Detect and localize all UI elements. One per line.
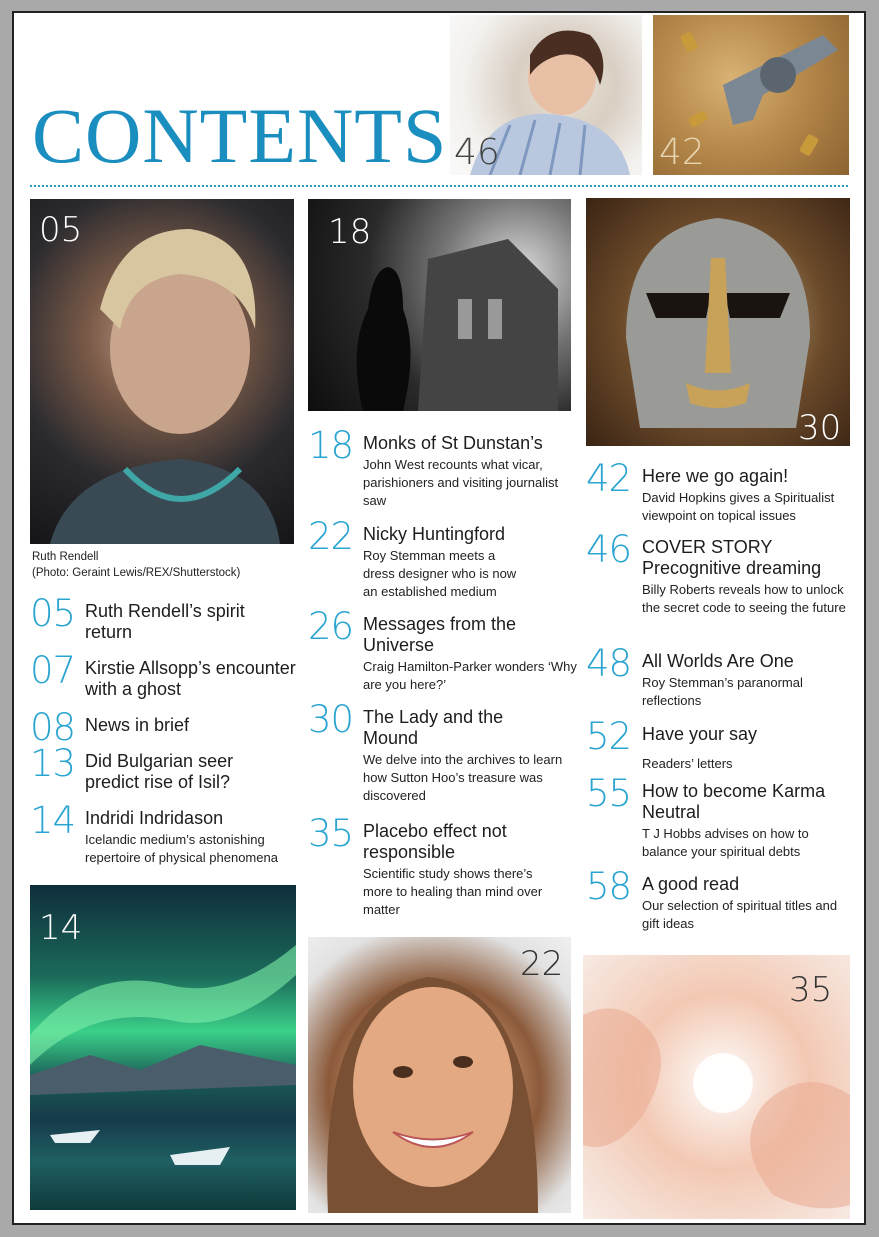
toc-entry[interactable] [30,799,302,872]
entry-description: Craig Hamilton-Parker wonders ‘Why are you here?’ [363,659,577,692]
photo-number: 35 [789,970,833,1010]
entry-description: Roy Stemman’s paranormal reflections [642,675,803,708]
photo-number: 22 [520,944,564,984]
entry-headline: Indridi Indridason [85,808,224,828]
toc-entry[interactable] [586,642,856,720]
entry-description: T J Hobbs advises on how to balance your spiritual debts [642,826,809,859]
revolver-photo[interactable] [653,15,849,175]
nicky-huntingford-photo[interactable] [308,937,571,1213]
portrait-illustration [30,199,294,544]
caption-name: Ruth Rendell [32,551,99,563]
page-number: 14 [30,799,76,842]
ruth-rendell-photo[interactable] [30,199,294,544]
toc-entry[interactable] [308,424,578,517]
dotted-divider [30,185,848,187]
page-number: 22 [308,515,354,558]
caption-credit: (Photo: Geraint Lewis/REX/Shutterstock) [32,567,241,579]
entry-description: David Hopkins gives a Spiritualist viewpoint on topical issues [642,490,835,523]
toc-entry[interactable] [586,772,856,865]
contents-page [12,11,866,1225]
page-number: 05 [30,592,76,635]
entry-headline: All Worlds Are One [642,651,794,671]
entry-description: Scientific study shows there’s more to healing than mind over matter [363,866,543,917]
page-number: 42 [586,457,632,500]
monks-photo[interactable] [308,199,571,411]
toc-entry[interactable] [586,715,856,778]
entry-headline: COVER STORY Precognitive dreaming [642,537,822,578]
page-number: 07 [30,649,76,692]
entry-headline: Kirstie Allsopp’s encounter with a ghost [85,658,296,699]
entry-headline: Here we go again! [642,466,789,486]
photo-number: 05 [39,210,83,250]
toc-entry[interactable] [586,528,856,641]
entry-description: Readers’ letters [642,756,733,771]
toc-entry[interactable] [308,698,578,811]
healing-hands-photo[interactable] [583,955,850,1219]
entry-description: Roy Stemman meets a dress designer who is now an established medium [363,548,517,599]
page-number: 48 [586,642,632,685]
entry-description: Our selection of spiritual titles and gift ideas [642,898,838,931]
entry-description: Billy Roberts reveals how to unlock the secret code to seeing the future [642,582,846,615]
page-number: 18 [308,424,354,467]
toc-entry[interactable] [586,457,856,535]
aurora-photo[interactable] [30,885,296,1210]
toc-entry[interactable] [30,592,302,655]
toc-entry[interactable] [308,605,578,698]
page-number: 52 [586,715,632,758]
page-number: 08 [30,706,76,749]
entry-headline: Messages from the Universe [363,614,517,655]
entry-headline: The Lady and the Mound [363,707,504,748]
entry-description: John West recounts what vicar, parishioners and visiting journalist saw [363,457,559,508]
photo-caption [32,549,240,581]
toc-entry[interactable] [308,812,578,925]
page-number: 13 [30,742,76,785]
entry-headline: Nicky Huntingford [363,524,506,544]
page-number: 30 [308,698,354,741]
page-number: 26 [308,605,354,648]
entry-headline: Monks of St Dunstan’s [363,433,543,453]
page-number: 58 [586,865,632,908]
sleeping-woman-photo[interactable] [450,15,642,175]
entry-description: We delve into the archives to learn how Sutton Hoo’s treasure was discovered [363,752,563,803]
photo-number: 46 [454,132,500,173]
page-number: 46 [586,528,632,571]
photo-number: 14 [39,908,83,948]
helmet-photo[interactable] [586,198,850,446]
page-number: 55 [586,772,632,815]
entry-headline: A good read [642,874,740,894]
toc-entry[interactable] [30,742,302,805]
page-number: 35 [308,812,354,855]
entry-headline: Did Bulgarian seer predict rise of Isil? [85,751,234,792]
toc-entry[interactable] [308,515,578,608]
entry-headline: News in brief [85,715,190,735]
entry-headline: Placebo effect not responsible [363,821,507,862]
toc-entry[interactable] [30,649,302,712]
photo-number: 42 [659,132,705,173]
entry-headline: Ruth Rendell’s spirit return [85,601,245,642]
entry-headline: How to become Karma Neutral [642,781,826,822]
page-title: CONTENTS [32,92,448,179]
entry-headline: Have your say [642,724,758,744]
toc-entry[interactable] [586,865,856,943]
entry-description: Icelandic medium’s astonishing repertoire of physical phenomena [85,832,278,865]
photo-number: 30 [798,408,842,446]
photo-number: 18 [328,212,372,252]
